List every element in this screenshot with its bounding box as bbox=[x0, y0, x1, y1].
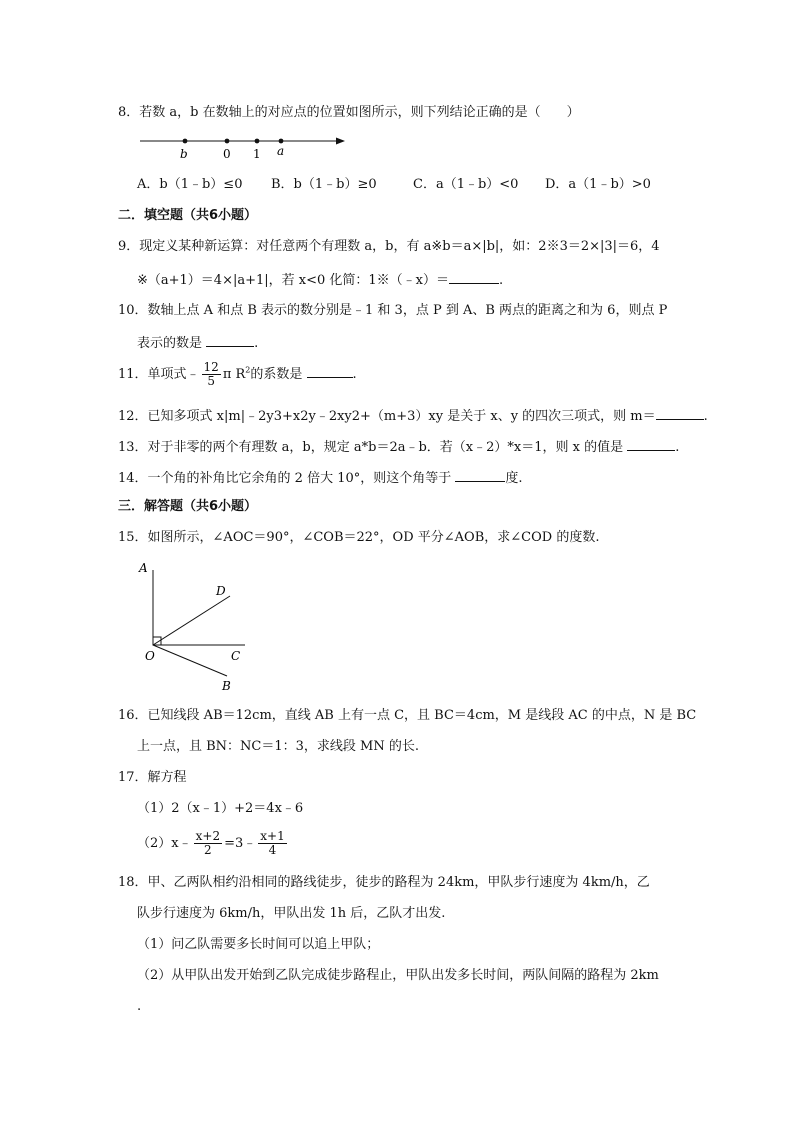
q18-sub2-end: . bbox=[137, 999, 142, 1014]
label-O: O bbox=[145, 649, 155, 663]
q18-sub2: （2）从甲队出发开始到乙队完成徒步路程止，甲队出发多长时间，两队间隔的路程为 2km bbox=[137, 968, 659, 983]
q17-title: 17．解方程 bbox=[118, 770, 187, 785]
q17-denominator-1: 2 bbox=[204, 843, 212, 857]
q10-line1: 10．数轴上点 A 和点 B 表示的数分别是﹣1 和 3，点 P 到 A、B 两点的距离之和为 6，则点 P bbox=[118, 303, 668, 318]
q9-line1: 9．现定义某种新运算：对任意两个有理数 a，b，有 a※b＝a×|b|，如：2※3＝2×|3|＝6，4 bbox=[118, 239, 660, 254]
q8-option-d: D．a（1﹣b）>0 bbox=[545, 177, 651, 192]
q9-answer-blank bbox=[449, 270, 499, 284]
q10-line2-text: 表示的数是 bbox=[137, 336, 203, 351]
q12-answer-blank bbox=[656, 406, 704, 420]
q11-line bbox=[118, 360, 357, 390]
label-A: A bbox=[139, 561, 148, 575]
q9-end: . bbox=[499, 273, 504, 288]
q17-part2-x: x﹣ bbox=[171, 836, 192, 851]
q11-end: . bbox=[352, 367, 357, 382]
q16-line1: 16．已知线段 AB＝12cm，直线 AB 上有一点 C，且 BC＝4cm，M 是线段 AC 的中点，N 是 BC bbox=[118, 708, 697, 723]
q11-pre: 11．单项式﹣ bbox=[118, 367, 200, 382]
q12-end: . bbox=[703, 409, 708, 424]
q11-denominator: 5 bbox=[207, 374, 215, 388]
q10-answer-blank bbox=[206, 333, 254, 347]
q12-line bbox=[118, 406, 708, 426]
q8-option-c: C．a（1﹣b）<0 bbox=[413, 177, 519, 192]
q17-part2-mid: =3﹣ bbox=[224, 836, 257, 851]
q11-numerator: 12 bbox=[203, 360, 219, 374]
q14-text: 14．一个角的补角比它余角的 2 倍大 10°，则这个角等于 bbox=[118, 471, 452, 486]
q11-fraction bbox=[202, 361, 221, 388]
point-one bbox=[255, 139, 260, 144]
q14-answer-blank bbox=[455, 468, 505, 482]
q10-end: . bbox=[254, 336, 259, 351]
q14-line bbox=[118, 468, 523, 488]
section-solve-title: 三．解答题（共6小题） bbox=[118, 499, 258, 514]
q17-part2-label: （2） bbox=[137, 836, 172, 851]
label-a: a bbox=[277, 144, 285, 158]
q11-mid: π R bbox=[222, 367, 246, 382]
section-fill-in-title: 二．填空题（共6小题） bbox=[118, 208, 258, 223]
q17-fraction-2 bbox=[258, 830, 286, 857]
q13-end: . bbox=[675, 440, 680, 455]
q8-stem: 8．若数 a，b 在数轴上的对应点的位置如图所示，则下列结论正确的是（ ） bbox=[118, 105, 580, 120]
q17-numerator-1: x+2 bbox=[195, 829, 221, 843]
q9-line2-text: ※（a+1）＝4×|a+1|，若 x<0 化简：1※（﹣x）＝ bbox=[137, 273, 450, 288]
label-D: D bbox=[216, 584, 226, 598]
q11-exponent: 2 bbox=[245, 365, 251, 375]
angle-figure bbox=[135, 558, 255, 698]
q13-line bbox=[118, 437, 679, 457]
q9-line2 bbox=[137, 270, 503, 290]
q14-end: 度. bbox=[505, 471, 523, 486]
q17-part2 bbox=[137, 828, 289, 860]
q13-answer-blank bbox=[627, 437, 675, 451]
point-a bbox=[279, 139, 284, 144]
label-zero: 0 bbox=[223, 147, 231, 161]
point-zero bbox=[225, 139, 230, 144]
number-line-figure bbox=[135, 130, 350, 162]
q16-line2: 上一点，且 BN：NC＝1：3，求线段 MN 的长. bbox=[137, 739, 420, 754]
q18-line1: 18．甲、乙两队相约沿相同的路线徒步，徒步的路程为 24km，甲队步行速度为 4km/h，乙 bbox=[118, 875, 650, 890]
q11-answer-blank bbox=[307, 364, 353, 378]
q8-option-a: A．b（1﹣b）≤0 bbox=[137, 177, 243, 192]
q18-sub1: （1）问乙队需要多长时间可以追上甲队； bbox=[137, 937, 380, 952]
q12-text: 12．已知多项式 x|m|﹣2y3+x2y﹣2xy2+（m+3）xy 是关于 x、y 的四次三项式，则 m＝ bbox=[118, 409, 656, 424]
label-C: C bbox=[231, 649, 241, 663]
q15-stem: 15．如图所示，∠AOC＝90°，∠COB＝22°，OD 平分∠AOB，求∠COD 的度数. bbox=[118, 530, 600, 545]
q17-denominator-2: 4 bbox=[268, 843, 277, 857]
q11-post: 的系数是 bbox=[250, 367, 303, 382]
label-B: B bbox=[222, 679, 231, 693]
label-one: 1 bbox=[253, 147, 261, 161]
q8-option-b: B．b（1﹣b）≥0 bbox=[271, 177, 377, 192]
q17-part1: （1）2（x﹣1）+2＝4x﹣6 bbox=[137, 801, 304, 816]
point-b bbox=[183, 139, 188, 144]
q17-fraction-1 bbox=[194, 830, 222, 857]
label-b: b bbox=[180, 147, 188, 161]
q13-text: 13．对于非零的两个有理数 a，b，规定 a*b＝2a﹣b．若（x﹣2）*x＝1，则 x 的值是 bbox=[118, 440, 624, 455]
q18-line2: 队步行速度为 6km/h，甲队出发 1h 后，乙队才出发. bbox=[137, 906, 446, 921]
q10-line2 bbox=[137, 333, 258, 353]
q17-numerator-2: x+1 bbox=[260, 829, 285, 843]
